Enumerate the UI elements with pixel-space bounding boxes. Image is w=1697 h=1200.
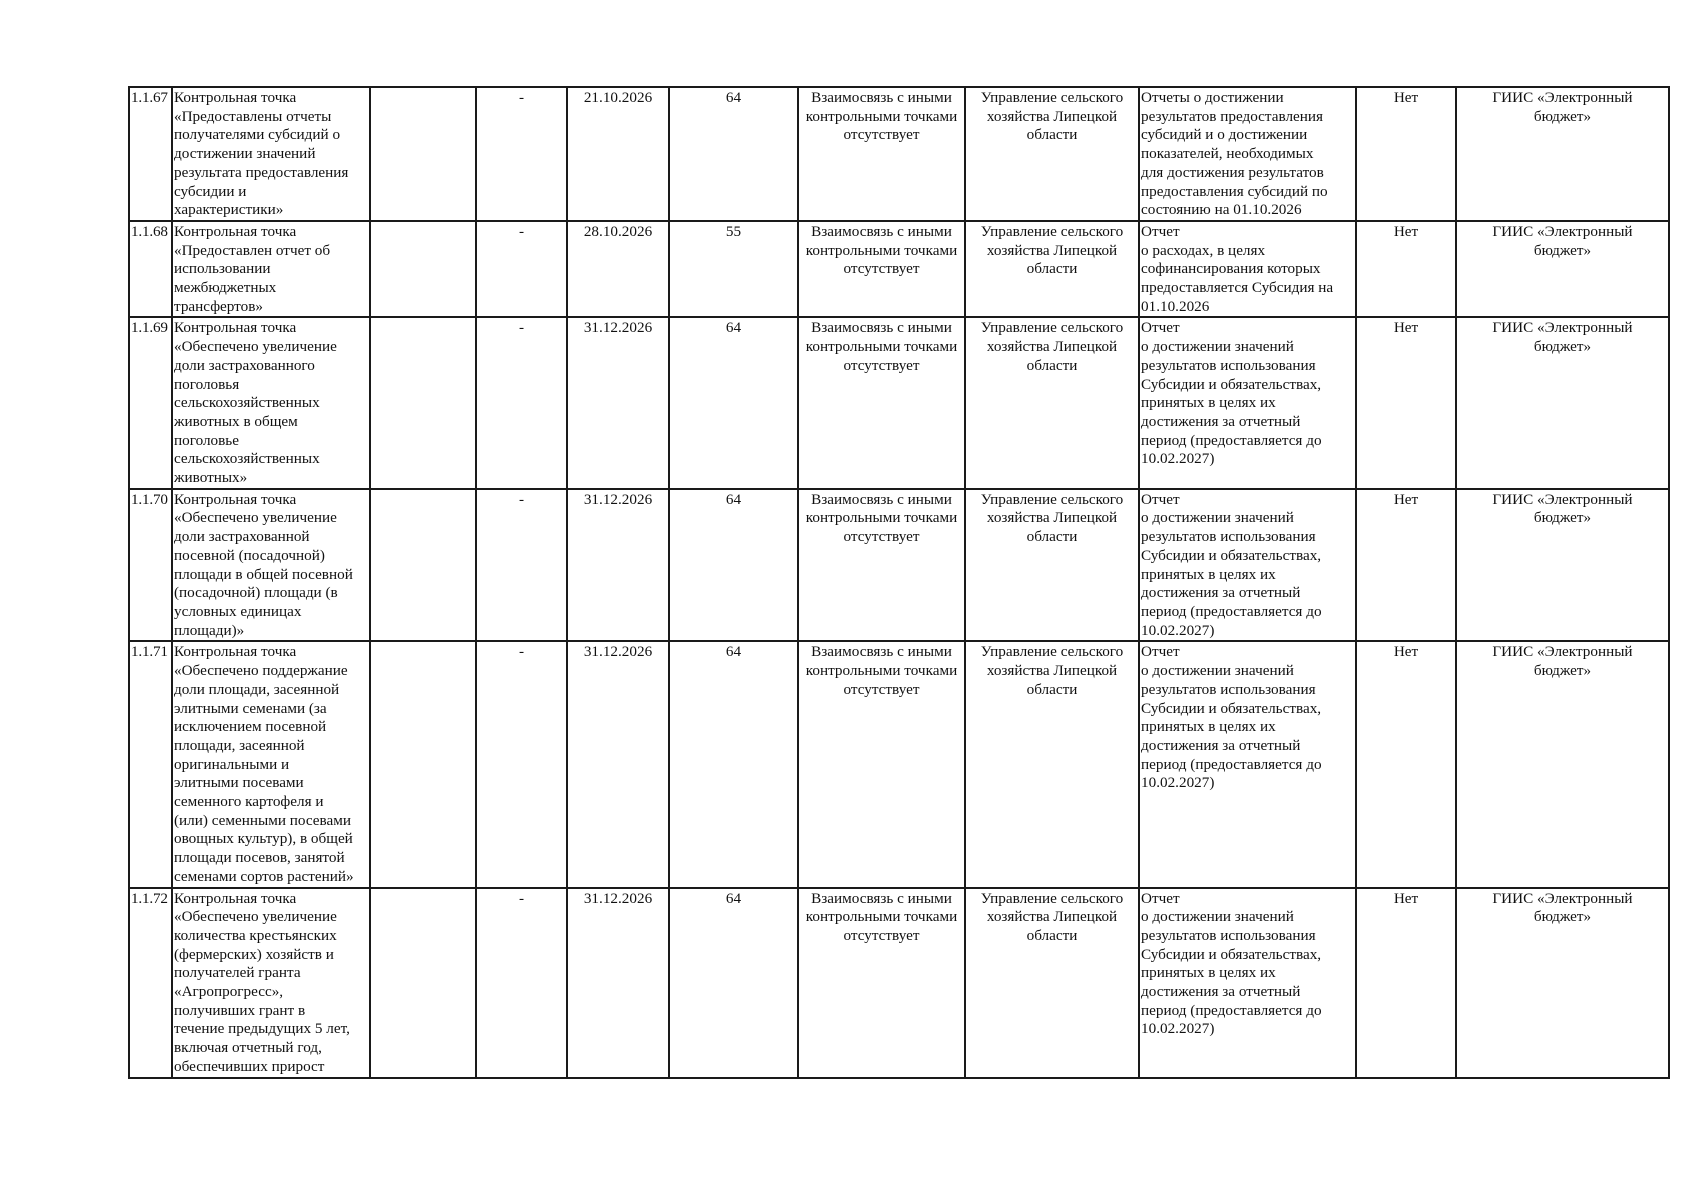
empty-cell: [370, 221, 476, 318]
flag-cell: Нет: [1356, 888, 1456, 1078]
control-point-name: Контрольная точка «Предоставлен отчет об использовании межбюджетных трансфертов»: [172, 221, 370, 318]
control-point-name: Контрольная точка «Обеспечено увеличение количества крестьянских (фермерских) хозяйств и получателей гранта «Агропрогресс», получивших грант в течение предыдущих 5 лет, включая отчетный год, обеспечивших прирост: [172, 888, 370, 1078]
dash-cell: -: [476, 888, 567, 1078]
relation-cell: Взаимосвязь с иными контрольными точками отсутствует: [798, 87, 965, 221]
row-number: 1.1.69: [129, 317, 172, 488]
relation-cell: Взаимосвязь с иными контрольными точками отсутствует: [798, 221, 965, 318]
row-number: 1.1.70: [129, 489, 172, 642]
document-cell: Отчет о достижении значений результатов использования Субсидии и обязательствах, принятых в целях их достижения за отчетный период (предоставляется до 10.02.2027): [1139, 317, 1356, 488]
responsible-cell: Управление сельского хозяйства Липецкой области: [965, 87, 1139, 221]
code-cell: 64: [669, 317, 798, 488]
relation-cell: Взаимосвязь с иными контрольными точками отсутствует: [798, 489, 965, 642]
system-cell: ГИИС «Электронный бюджет»: [1456, 641, 1669, 887]
empty-cell: [370, 87, 476, 221]
code-cell: 64: [669, 888, 798, 1078]
control-point-name: Контрольная точка «Обеспечено увеличение доли застрахованного поголовья сельскохозяйственных животных в общем поголовье сельскохозяйственных животных»: [172, 317, 370, 488]
document-cell: Отчет о достижении значений результатов использования Субсидии и обязательствах, принятых в целях их достижения за отчетный период (предоставляется до 10.02.2027): [1139, 489, 1356, 642]
due-date: 28.10.2026: [567, 221, 669, 318]
table-row: [129, 489, 1669, 642]
responsible-cell: Управление сельского хозяйства Липецкой области: [965, 489, 1139, 642]
due-date: 21.10.2026: [567, 87, 669, 221]
responsible-cell: Управление сельского хозяйства Липецкой области: [965, 888, 1139, 1078]
table-row: [129, 221, 1669, 318]
due-date: 31.12.2026: [567, 489, 669, 642]
relation-cell: Взаимосвязь с иными контрольными точками отсутствует: [798, 641, 965, 887]
flag-cell: Нет: [1356, 489, 1456, 642]
row-number: 1.1.67: [129, 87, 172, 221]
row-number: 1.1.71: [129, 641, 172, 887]
dash-cell: -: [476, 317, 567, 488]
table-row: [129, 888, 1669, 1078]
table-row: [129, 317, 1669, 488]
control-point-name: Контрольная точка «Предоставлены отчеты получателями субсидий о достижении значений результата предоставления субсидии и характеристики»: [172, 87, 370, 221]
system-cell: ГИИС «Электронный бюджет»: [1456, 87, 1669, 221]
table-row: [129, 641, 1669, 887]
due-date: 31.12.2026: [567, 888, 669, 1078]
system-cell: ГИИС «Электронный бюджет»: [1456, 888, 1669, 1078]
due-date: 31.12.2026: [567, 641, 669, 887]
due-date: 31.12.2026: [567, 317, 669, 488]
table-row: [129, 87, 1669, 221]
row-number: 1.1.68: [129, 221, 172, 318]
system-cell: ГИИС «Электронный бюджет»: [1456, 489, 1669, 642]
empty-cell: [370, 489, 476, 642]
relation-cell: Взаимосвязь с иными контрольными точками отсутствует: [798, 317, 965, 488]
empty-cell: [370, 317, 476, 488]
system-cell: ГИИС «Электронный бюджет»: [1456, 317, 1669, 488]
control-point-name: Контрольная точка «Обеспечено поддержание доли площади, засеянной элитными семенами (за исключением посевной площади, засеянной оригинальными и элитными посевами семенного картофеля и (или) семенными посевами овощных культур), в общей площади посевов, занятой семенами сортов растений»: [172, 641, 370, 887]
flag-cell: Нет: [1356, 87, 1456, 221]
empty-cell: [370, 641, 476, 887]
dash-cell: -: [476, 87, 567, 221]
document-cell: Отчеты о достижении результатов предоставления субсидий и о достижении показателей, необходимых для достижения результатов предоставления субсидий по состоянию на 01.10.2026: [1139, 87, 1356, 221]
control-points-table: [128, 86, 1670, 1079]
control-point-name: Контрольная точка «Обеспечено увеличение доли застрахованной посевной (посадочной) площади в общей посевной (посадочной) площади (в условных единицах площади)»: [172, 489, 370, 642]
document-cell: Отчет о достижении значений результатов использования Субсидии и обязательствах, принятых в целях их достижения за отчетный период (предоставляется до 10.02.2027): [1139, 641, 1356, 887]
system-cell: ГИИС «Электронный бюджет»: [1456, 221, 1669, 318]
relation-cell: Взаимосвязь с иными контрольными точками отсутствует: [798, 888, 965, 1078]
flag-cell: Нет: [1356, 317, 1456, 488]
responsible-cell: Управление сельского хозяйства Липецкой области: [965, 641, 1139, 887]
dash-cell: -: [476, 641, 567, 887]
flag-cell: Нет: [1356, 221, 1456, 318]
code-cell: 55: [669, 221, 798, 318]
row-number: 1.1.72: [129, 888, 172, 1078]
responsible-cell: Управление сельского хозяйства Липецкой области: [965, 221, 1139, 318]
document-cell: Отчет о достижении значений результатов использования Субсидии и обязательствах, принятых в целях их достижения за отчетный период (предоставляется до 10.02.2027): [1139, 888, 1356, 1078]
code-cell: 64: [669, 641, 798, 887]
code-cell: 64: [669, 87, 798, 221]
dash-cell: -: [476, 489, 567, 642]
empty-cell: [370, 888, 476, 1078]
code-cell: 64: [669, 489, 798, 642]
dash-cell: -: [476, 221, 567, 318]
flag-cell: Нет: [1356, 641, 1456, 887]
document-cell: Отчет о расходах, в целях софинансирования которых предоставляется Субсидия на 01.10.2026: [1139, 221, 1356, 318]
responsible-cell: Управление сельского хозяйства Липецкой области: [965, 317, 1139, 488]
